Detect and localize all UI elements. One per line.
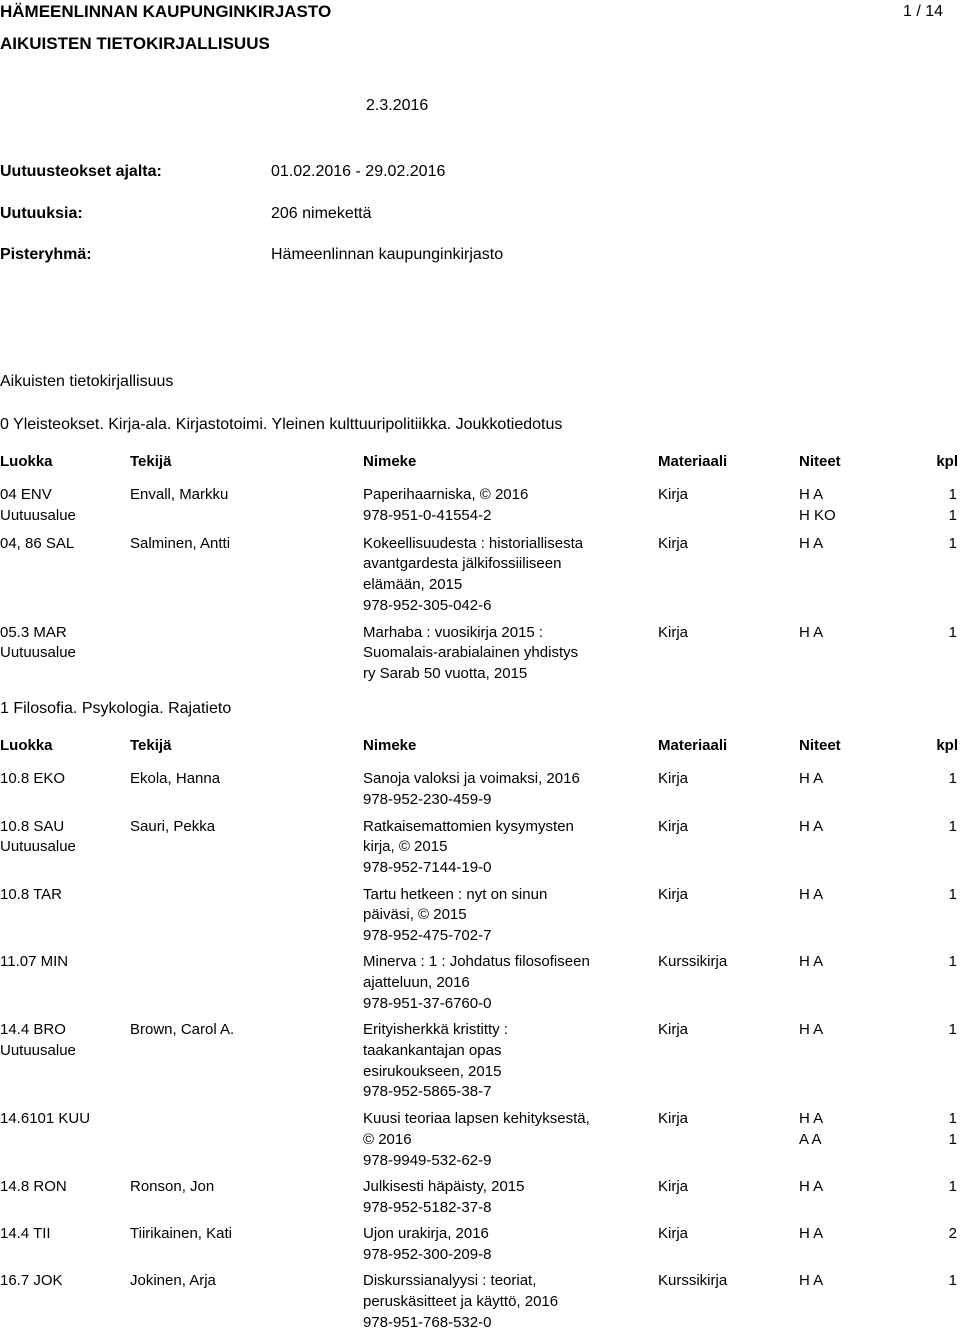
cell-kpl: 1	[948, 770, 957, 787]
cell-luokka: 14.6101 KUU	[0, 1110, 91, 1127]
column-header-luokka: Luokka	[0, 453, 53, 470]
cell-niteet: H A	[799, 1225, 824, 1242]
cell-niteet: H A	[799, 1178, 824, 1195]
cell-nimeke: avantgardesta jälkifossiiliseen	[363, 555, 562, 573]
meta-value-count: 206 nimekettä	[271, 205, 372, 222]
cell-nimeke: ry Sarab 50 vuotta, 2015	[363, 665, 528, 683]
cell-nimeke: Diskurssianalyysi : teoriat,	[363, 1272, 537, 1289]
cell-luokka: 14.4 BRO	[0, 1021, 66, 1038]
cell-niteet: H A	[799, 817, 824, 835]
cell-niteet: H A	[799, 534, 824, 552]
cell-nimeke: peruskäsitteet ja käyttö, 2016	[363, 1292, 559, 1310]
cell-kpl: 1	[948, 817, 957, 835]
cell-nimeke: Erityisherkkä kristitty :	[363, 1021, 509, 1038]
meta-value-period: 01.02.2016 - 29.02.2016	[271, 163, 446, 180]
cell-tekija: Sauri, Pekka	[130, 817, 216, 835]
cell-kpl: 1	[948, 534, 957, 552]
column-header-tekija: Tekijä	[130, 453, 172, 470]
cell-nimeke: Minerva : 1 : Johdatus filosofiseen	[363, 953, 590, 970]
cell-nimeke: Sanoja valoksi ja voimaksi, 2016	[363, 770, 580, 787]
column-header-materiaali: Materiaali	[658, 453, 728, 470]
column-header-kpl: kpl	[936, 737, 958, 754]
cell-nimeke: 978-952-5182-37-8	[363, 1198, 492, 1216]
cell-luokka: Uutuusalue	[0, 644, 76, 662]
section-title: 1 Filosofia. Psykologia. Rajatieto	[0, 700, 232, 717]
cell-luokka: Uutuusalue	[0, 1041, 76, 1059]
column-header-nimeke: Nimeke	[363, 453, 417, 470]
cell-kpl: 1	[948, 1110, 957, 1127]
report-date: 2.3.2016	[366, 97, 429, 114]
cell-nimeke: 978-951-0-41554-2	[363, 506, 492, 524]
cell-materiaali: Kirja	[658, 1021, 689, 1038]
cell-niteet: H A	[799, 1021, 824, 1038]
cell-materiaali: Kirja	[658, 1110, 689, 1127]
report-subtitle: AIKUISTEN TIETOKIRJALLISUUS	[0, 34, 270, 53]
cell-nimeke: Marhaba : vuosikirja 2015 :	[363, 623, 544, 641]
cell-nimeke: elämään, 2015	[363, 576, 463, 594]
meta-value-group: Hämeenlinnan kaupunginkirjasto	[271, 246, 504, 263]
cell-kpl: 1	[948, 953, 957, 970]
column-header-niteet: Niteet	[799, 453, 841, 470]
cell-luokka: 04, 86 SAL	[0, 534, 75, 552]
meta-label-count: Uutuuksia:	[0, 205, 83, 222]
cell-luokka: Uutuusalue	[0, 506, 76, 524]
cell-nimeke: taakankantajan opas	[363, 1041, 502, 1059]
cell-luokka: 10.8 SAU	[0, 817, 65, 835]
cell-luokka: Uutuusalue	[0, 838, 76, 856]
cell-kpl: 1	[948, 486, 957, 503]
cell-materiaali: Kirja	[658, 486, 689, 503]
cell-materiaali: Kirja	[658, 817, 689, 835]
cell-luokka: 16.7 JOK	[0, 1272, 63, 1289]
cell-nimeke: 978-952-230-459-9	[363, 790, 492, 808]
cell-niteet: H A	[799, 1272, 824, 1289]
cell-niteet: H A	[799, 623, 824, 641]
cell-luokka: 10.8 TAR	[0, 885, 62, 903]
cell-niteet: H A	[799, 953, 824, 970]
cell-nimeke: Paperihaarniska, © 2016	[363, 486, 529, 503]
cell-materiaali: Kirja	[658, 534, 689, 552]
cell-nimeke: Suomalais-arabialainen yhdistys	[363, 644, 579, 662]
cell-luokka: 14.8 RON	[0, 1178, 67, 1195]
cell-kpl: 1	[948, 623, 957, 641]
cell-materiaali: Kurssikirja	[658, 953, 728, 970]
cell-niteet: H A	[799, 885, 824, 903]
cell-nimeke: 978-952-305-042-6	[363, 596, 492, 614]
library-name: HÄMEENLINNAN KAUPUNGINKIRJASTO	[0, 2, 332, 21]
cell-nimeke: 978-952-5865-38-7	[363, 1083, 492, 1101]
cell-kpl: 1	[948, 1021, 957, 1038]
cell-tekija: Salminen, Antti	[130, 534, 231, 552]
cell-luokka: 05.3 MAR	[0, 623, 67, 641]
cell-tekija: Ronson, Jon	[130, 1178, 215, 1195]
cell-tekija: Ekola, Hanna	[130, 770, 221, 787]
section-title: 0 Yleisteokset. Kirja-ala. Kirjastotoimi. Yleinen kulttuuripolitiikka. Joukkotiedotus	[0, 416, 563, 433]
column-header-nimeke: Nimeke	[363, 737, 417, 754]
column-header-niteet: Niteet	[799, 737, 841, 754]
cell-luokka: 04 ENV	[0, 486, 52, 503]
cell-nimeke: 978-9949-532-62-9	[363, 1151, 492, 1169]
cell-nimeke: Ujon urakirja, 2016	[363, 1225, 489, 1242]
cell-kpl: 1	[948, 885, 957, 903]
cell-kpl: 1	[948, 1178, 957, 1195]
cell-luokka: 10.8 EKO	[0, 770, 66, 787]
cell-nimeke: 978-952-300-209-8	[363, 1245, 492, 1263]
cell-luokka: 11.07 MIN	[0, 953, 69, 970]
meta-label-group: Pisteryhmä:	[0, 246, 92, 263]
cell-nimeke: ajatteluun, 2016	[363, 973, 470, 991]
cell-luokka: 14.4 TII	[0, 1225, 51, 1242]
cell-kpl: 2	[948, 1225, 957, 1242]
cell-nimeke: Kuusi teoriaa lapsen kehityksestä,	[363, 1110, 590, 1127]
cell-materiaali: Kirja	[658, 1225, 689, 1242]
column-header-tekija: Tekijä	[130, 737, 172, 754]
cell-kpl: 1	[948, 1272, 957, 1289]
cell-nimeke: 978-952-475-702-7	[363, 927, 492, 945]
cell-nimeke: kirja, © 2015	[363, 838, 448, 856]
cell-kpl: 1	[948, 1130, 957, 1148]
cell-niteet: H A	[799, 770, 824, 787]
cell-nimeke: 978-952-7144-19-0	[363, 859, 492, 877]
cell-nimeke: © 2016	[363, 1130, 412, 1148]
meta-label-period: Uutuusteokset ajalta:	[0, 163, 162, 180]
cell-tekija: Jokinen, Arja	[130, 1272, 216, 1289]
cell-tekija: Tiirikainen, Kati	[130, 1225, 232, 1242]
cell-materiaali: Kirja	[658, 885, 689, 903]
page-number: 1 / 14	[902, 3, 943, 20]
cell-materiaali: Kirja	[658, 770, 689, 787]
column-header-kpl: kpl	[936, 453, 958, 470]
cell-nimeke: Kokeellisuudesta : historiallisesta	[363, 534, 584, 552]
cell-nimeke: Julkisesti häpäisty, 2015	[363, 1178, 525, 1195]
column-header-materiaali: Materiaali	[658, 737, 728, 754]
collection-title: Aikuisten tietokirjallisuus	[0, 373, 174, 390]
cell-niteet: H A	[799, 1110, 824, 1127]
column-header-luokka: Luokka	[0, 737, 53, 754]
cell-materiaali: Kirja	[658, 623, 689, 641]
cell-nimeke: 978-951-37-6760-0	[363, 994, 492, 1012]
cell-nimeke: esirukoukseen, 2015	[363, 1062, 502, 1080]
cell-niteet: H A	[799, 486, 824, 503]
cell-materiaali: Kirja	[658, 1178, 689, 1195]
cell-tekija: Envall, Markku	[130, 486, 229, 503]
cell-tekija: Brown, Carol A.	[130, 1021, 235, 1038]
cell-nimeke: 978-951-768-532-0	[363, 1313, 492, 1331]
cell-nimeke: Tartu hetkeen : nyt on sinun	[363, 885, 548, 903]
cell-niteet: H KO	[799, 506, 836, 524]
cell-nimeke: Ratkaisemattomien kysymysten	[363, 817, 574, 835]
cell-materiaali: Kurssikirja	[658, 1272, 728, 1289]
cell-niteet: A A	[799, 1130, 822, 1148]
cell-nimeke: päiväsi, © 2015	[363, 906, 467, 924]
cell-kpl: 1	[948, 506, 957, 524]
